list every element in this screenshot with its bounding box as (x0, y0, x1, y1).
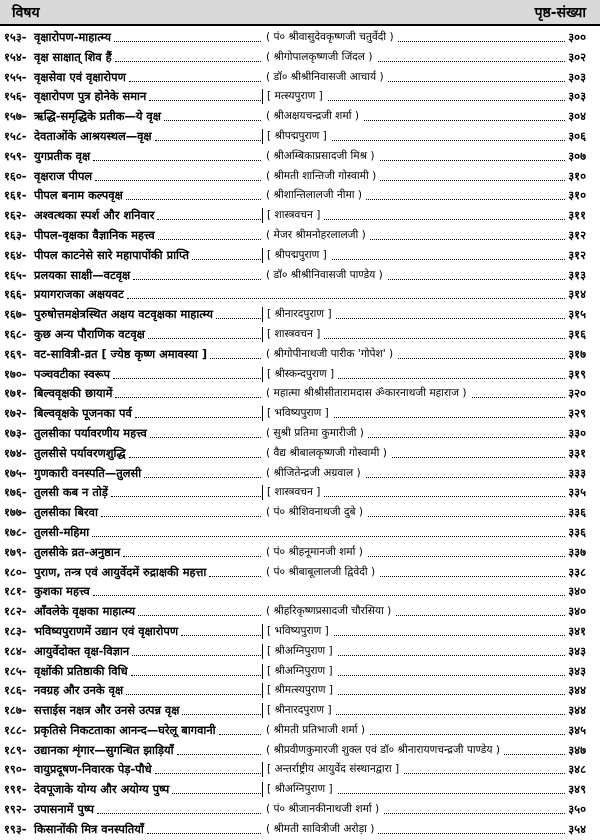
entry-page-number: ३४७ (568, 742, 586, 757)
entry-page-number: ३०७ (568, 148, 586, 163)
entry-number: १९२- (4, 802, 27, 817)
toc-entry (0, 681, 600, 701)
entry-page-number: ३१९ (568, 366, 586, 381)
entry-page-number: ३१३ (568, 267, 586, 282)
entry-number: १६९- (4, 346, 27, 361)
entry-title: वृक्षराज पीपल (34, 168, 93, 183)
entry-title: वृक्षारोपण-माहात्म्य (34, 30, 111, 44)
entry-page-number: ३१० (568, 168, 586, 183)
entry-source: [ मत्स्यपुराण ] (262, 89, 327, 104)
entry-title: भविष्यपुराणमें उद्यान एवं वृक्षारोपण (34, 623, 179, 638)
entry-page-number: ३०३ (568, 89, 586, 104)
entry-page-number: ३३६ (568, 524, 586, 539)
toc-entry (0, 424, 600, 444)
entry-page-number: ३०० (568, 30, 586, 44)
entry-title: वट-सावित्री-व्रत [ ज्येष्ठ कृष्ण अमावस्या ] (34, 346, 208, 361)
entry-page-number: ३४४ (568, 703, 586, 718)
entry-page-number: ३५४ (568, 821, 586, 836)
entry-title: उद्यानका शृंगार—सुगन्धित झाड़ियाँ (34, 742, 174, 757)
dotted-leader (149, 100, 565, 101)
toc-header (0, 0, 600, 26)
dotted-leader (92, 536, 565, 537)
entry-number: १७५- (4, 465, 27, 480)
entry-page-number: ३३५ (568, 485, 586, 500)
subject-column-header: विषय (12, 5, 40, 21)
entry-source: [ श्रीअग्निपुराण ] (262, 644, 337, 659)
entry-title: तुलसीके व्रत-अनुष्ठान (34, 544, 121, 559)
entry-page-number: ३४८ (568, 762, 586, 777)
entry-title: कुशका महत्त्व (34, 584, 90, 599)
toc-entry (0, 87, 600, 107)
entry-source: ( श्रीमती शान्तिजी गोस्वामी ) (262, 169, 380, 184)
dotted-leader (181, 635, 565, 636)
entry-number: १६०- (4, 168, 27, 183)
entry-title: कुछ अन्य पौराणिक वटवृक्ष (34, 326, 145, 341)
entry-page-number: ३३६ (568, 505, 586, 520)
entry-source: [ श्रीनारदपुराण ] (262, 703, 336, 718)
entry-title: वृक्षोंकी प्रतिष्ठाकी विधि (34, 663, 128, 678)
dotted-leader (155, 140, 565, 141)
entry-page-number: ३४१ (568, 623, 586, 638)
entry-title: तुलसीका पर्यावरणीय महत्त्व (34, 425, 147, 440)
entry-source: ( पं० श्रीबाबूलालजी द्विवेदी ) (262, 565, 379, 580)
toc-entry (0, 404, 600, 424)
entry-source: ( श्रीजितेन्द्रजी अग्रवाल ) (262, 466, 365, 481)
entry-number: १५६- (4, 89, 27, 104)
dotted-leader (157, 219, 565, 220)
entry-number: १८२- (4, 604, 27, 619)
entry-number: १६१- (4, 188, 27, 203)
toc-entry (0, 503, 600, 523)
dotted-leader (148, 338, 565, 339)
entry-title: तुलसीका बिरवा (34, 505, 98, 520)
entry-title: पुराण, तन्त्र एवं आयुर्वेदमें रुद्राक्षकी महत्ता (34, 564, 207, 579)
entry-number: १५७- (4, 109, 27, 124)
entry-source: ( डॉ० श्रीश्रीनिवासजी पाण्डेय ) (262, 268, 387, 283)
entry-number: १७४- (4, 445, 27, 460)
entry-title: सत्ताईस नक्षत्र और उनसे उत्पन्न वृक्ष (34, 703, 180, 718)
entry-source: [ अन्तर्राष्ट्रीय आयुर्वेद संस्थानद्वारा ] (262, 762, 403, 777)
entry-page-number: ३१२ (568, 227, 586, 242)
entry-page-number: ३३० (568, 425, 586, 440)
toc-entry (0, 325, 600, 345)
entry-page-number: ३४३ (568, 643, 586, 658)
entry-page-number: ३१७ (568, 346, 586, 361)
toc-entry (0, 582, 600, 602)
entry-source: [ शास्त्रवचन ] (262, 327, 324, 342)
entry-title: गुणकारी वनस्पति—तुलसी (34, 465, 142, 480)
entry-page-number: ३२० (568, 386, 586, 401)
entry-source: [ श्रीपद्मपुराण ] (262, 129, 331, 144)
entry-source: ( सुश्री प्रतिमा कुमारीजी ) (262, 426, 368, 441)
entry-page-number: ३०२ (568, 49, 586, 64)
entry-source: ( श्रीप्रवीणकुमारजी शुक्ल एवं डॉ० श्रीनारायणचन्द्रजी पाण्डेय ) (262, 743, 504, 758)
entry-source: ( पं० श्रीहनूमानजी शर्मा ) (262, 545, 367, 560)
entry-number: १८१- (4, 584, 27, 599)
entry-page-number: ३४० (568, 584, 586, 599)
entry-page-number: ३३८ (568, 564, 586, 579)
entry-source: [ शास्त्रवचन ] (262, 485, 324, 500)
entry-number: १५८- (4, 128, 27, 143)
dotted-leader (182, 714, 565, 715)
entry-source: [ भविष्यपुराण ] (262, 624, 333, 639)
entry-page-number: ३५० (568, 802, 586, 817)
entry-title: तुलसी कब न तोड़ें (34, 485, 108, 500)
entry-source: ( महात्मा श्रीश्रीसीतारामदास ॐकारनाथजी महाराज ) (262, 386, 471, 401)
toc-entry (0, 444, 600, 464)
entry-source: ( श्रीअम्बिकाप्रसादजी मिश्र ) (262, 149, 379, 164)
entry-title: नवग्रह और उनके वृक्ष (34, 683, 124, 698)
dotted-leader (113, 378, 565, 379)
entry-number: १९१- (4, 782, 27, 797)
toc-entry (0, 701, 600, 721)
entry-page-number: ३२९ (568, 406, 586, 421)
entry-title: वायुप्रदूषण-निवारक पेड़-पौधे (34, 762, 152, 777)
entry-number: १७१- (4, 386, 27, 401)
toc-entry (0, 483, 600, 503)
entry-page-number: ३३७ (568, 544, 586, 559)
entry-source: ( पं० श्रीशिवनाथजी दुबे ) (262, 505, 367, 520)
entry-title: पुरुषोत्तमक्षेत्रस्थित अक्षय वटवृक्षका माहात्म्य (34, 307, 214, 322)
toc-entry (0, 721, 600, 741)
entry-page-number: ३०४ (568, 109, 586, 124)
entry-title: पञ्चवटीका स्वरूप (34, 366, 111, 381)
toc-entry (0, 28, 600, 48)
entry-title: तुलसी-महिमा (34, 524, 90, 539)
toc-entry (0, 780, 600, 800)
entry-number: १८४- (4, 643, 27, 658)
toc-entry (0, 622, 600, 642)
entry-source: ( श्रीगोपालकृष्णजी जिंदल ) (262, 50, 377, 65)
dotted-leader (135, 417, 565, 418)
entry-title: आँवलेके वृक्षका माहात्म्य (34, 604, 136, 619)
entry-page-number: ३४९ (568, 782, 586, 797)
entry-number: १६६- (4, 287, 27, 302)
entry-title: पीपल बनाम कल्पवृक्ष (34, 188, 123, 203)
toc-entry (0, 642, 600, 662)
entry-title: प्रकृतिसे निकटताका आनन्द—घरेलू बागवानी (34, 722, 216, 737)
entry-number: १६४- (4, 247, 27, 262)
entry-number: १७९- (4, 544, 27, 559)
entry-number: १६५- (4, 267, 27, 282)
entry-title: तुलसीसे पर्यावरणशुद्धि (34, 445, 126, 460)
entry-title: प्रलयका साक्षी—वटवृक्ष (34, 267, 131, 282)
entry-title: पीपल-वृक्षका वैज्ञानिक महत्त्व (34, 227, 155, 242)
entry-number: १५४- (4, 49, 27, 64)
dotted-leader (127, 298, 565, 299)
entry-source: [ श्रीअग्निपुराण ] (262, 664, 337, 679)
entry-number: १८९- (4, 742, 27, 757)
entry-number: १७८- (4, 524, 27, 539)
entry-title: ऋद्धि-समृद्धिके प्रतीक—ये वृक्ष (34, 109, 161, 124)
entry-title: वृक्षसेवा एवं वृक्षारोपण (34, 69, 126, 84)
entry-source: [ श्रीस्कन्दपुराण ] (262, 367, 338, 382)
entry-source: ( मेजर श्रीमनोहरलालजी ) (262, 228, 370, 243)
entry-page-number: ३१५ (568, 307, 586, 322)
entry-number: १९३- (4, 821, 27, 836)
entry-title: युगप्रतीक वृक्ष (34, 148, 91, 163)
entry-title: पीपल काटनेसे सारे महापापोंकी प्राप्ति (34, 247, 189, 262)
toc-entry (0, 167, 600, 187)
toc-entry (0, 760, 600, 780)
toc-entry (0, 384, 600, 404)
entry-title: देवताओंके आश्रयस्थल—वृक्ष (34, 128, 152, 143)
entry-source: [ श्रीमत्स्यपुराण ] (262, 683, 337, 698)
dotted-leader (132, 655, 565, 656)
entry-number: १५३- (4, 30, 27, 44)
entry-number: १६२- (4, 208, 27, 223)
entry-title: देवपूजाके योग्य और अयोग्य पुष्प (34, 782, 170, 797)
dotted-leader (164, 120, 565, 121)
entry-title: बिल्ववृक्षकी छायामें (34, 386, 113, 401)
entry-title: प्रयागराजका अक्षयवट (34, 287, 124, 302)
entry-page-number: ३११ (568, 208, 586, 223)
toc-entry (0, 563, 600, 583)
entry-title: बिल्ववृक्षके पूजनका पर्व (34, 406, 132, 421)
entry-source: ( श्रीअक्षयचन्द्रजी शर्मा ) (262, 109, 363, 124)
entry-title: आयुर्वेदोक्त वृक्ष-विज्ञान (34, 643, 130, 658)
entry-title: किसानोंकी मित्र वनस्पतियाँ (34, 821, 144, 836)
entry-number: १६८- (4, 326, 27, 341)
toc-entry (0, 464, 600, 484)
entry-source: [ श्रीअग्निपुराण ] (262, 782, 337, 797)
entry-page-number: ३४४ (568, 683, 586, 698)
entry-source: ( पं० श्रीजानकीनाथजी शर्मा ) (262, 802, 383, 817)
dotted-leader (111, 496, 565, 497)
entry-page-number: ३१६ (568, 326, 586, 341)
page-number-column-header: पृष्ठ-संख्या (534, 5, 586, 21)
entry-source: ( श्रीहरिकृष्णप्रसादजी चौरसिया ) (262, 604, 395, 619)
entry-page-number: ३४३ (568, 663, 586, 678)
toc-entry (0, 662, 600, 682)
dotted-leader (93, 595, 565, 596)
toc-entry (0, 345, 600, 365)
toc-entry (0, 741, 600, 761)
entry-page-number: ३१० (568, 188, 586, 203)
entry-source: ( डॉ० श्रीश्रीनिवासजी आचार्य ) (262, 70, 388, 85)
entry-page-number: ३४५ (568, 722, 586, 737)
entry-number: १७२- (4, 406, 27, 421)
toc-entry (0, 48, 600, 68)
entry-number: १७०- (4, 366, 27, 381)
toc-entry (0, 305, 600, 325)
entry-title: वृक्ष साक्षात् शिव हैं (34, 49, 112, 64)
entry-source: ( श्रीशान्तिलालजी नीमा ) (262, 188, 366, 203)
dotted-leader (172, 793, 565, 794)
toc-entry (0, 186, 600, 206)
entry-number: १८८- (4, 722, 27, 737)
entry-source: [ शास्त्रवचन ] (262, 208, 324, 223)
entry-number: १७७- (4, 505, 27, 520)
toc-entry (0, 107, 600, 127)
toc-entry (0, 523, 600, 543)
entry-page-number: ३१४ (568, 287, 586, 302)
entry-source: [ भविष्यपुराण ] (262, 406, 333, 421)
entry-title: उपासनामें पुष्प (34, 802, 95, 817)
entry-title: अश्वत्थका स्पर्श और शनिवार (34, 208, 155, 223)
entry-page-number: ३०३ (568, 69, 586, 84)
toc-entry (0, 127, 600, 147)
toc-entry (0, 285, 600, 305)
toc-entry (0, 365, 600, 385)
entry-number: १८३- (4, 623, 27, 638)
entry-number: १८०- (4, 564, 27, 579)
entry-source: ( वैद्य श्रीबालकृष्णजी गोस्वामी ) (262, 446, 391, 461)
entry-number: १८६- (4, 683, 27, 698)
dotted-leader (131, 675, 565, 676)
entry-source: [ श्रीनारदपुराण ] (262, 307, 336, 322)
toc-entry (0, 206, 600, 226)
entry-number: १६३- (4, 227, 27, 242)
entry-number: १९०- (4, 762, 27, 777)
entry-number: १७३- (4, 425, 27, 440)
entry-number: १५९- (4, 148, 27, 163)
toc-entry (0, 147, 600, 167)
entry-source: ( श्रीमती सावित्रीजी अरोड़ा ) (262, 822, 378, 837)
toc-entry (0, 800, 600, 820)
entry-page-number: ३१२ (568, 247, 586, 262)
entry-source: ( श्रीमती प्रतिभाजी शर्मा ) (262, 723, 369, 738)
toc-entry (0, 68, 600, 88)
entry-number: १८५- (4, 663, 27, 678)
toc-entry (0, 543, 600, 563)
entry-page-number: ३३१ (568, 445, 586, 460)
dotted-leader (192, 259, 565, 260)
entry-number: १५५- (4, 69, 27, 84)
toc-entry (0, 266, 600, 286)
entry-page-number: ३०६ (568, 128, 586, 143)
entry-source: ( श्रीगोपीनाथजी पारीक 'गोपेश' ) (262, 347, 397, 362)
entry-number: १८७- (4, 703, 27, 718)
toc-entries (0, 28, 600, 840)
entry-title: वृक्षारोपण पुत्र होनेके समान (34, 89, 147, 104)
toc-entry (0, 246, 600, 266)
toc-entry (0, 226, 600, 246)
entry-page-number: ३४० (568, 604, 586, 619)
entry-number: १६७- (4, 307, 27, 322)
dotted-leader (126, 694, 565, 695)
entry-page-number: ३३३ (568, 465, 586, 480)
entry-number: १७६- (4, 485, 27, 500)
entry-source: ( पं० श्रीवासुदेवकृष्णजी चतुर्वेदी ) (262, 30, 398, 45)
toc-entry (0, 602, 600, 622)
entry-source: [ श्रीपद्मपुराण ] (262, 248, 331, 263)
